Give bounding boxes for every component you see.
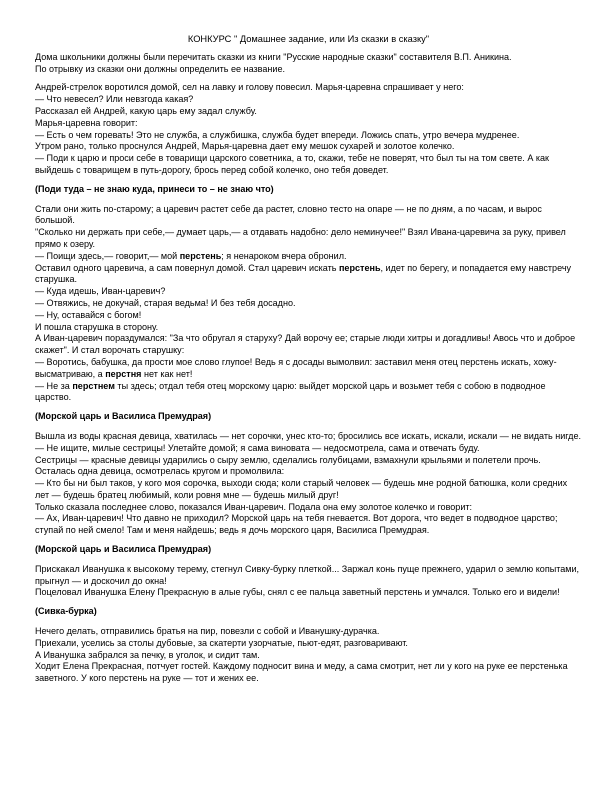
excerpt-line: [35, 118, 582, 130]
excerpt-block: [35, 431, 582, 537]
excerpt-line: [35, 227, 582, 251]
excerpt-line: [35, 638, 582, 650]
text-run: Только сказала последнее слово, показался Иван-царевич. Подала она ему золотое колечко и говорит:: [35, 501, 473, 512]
excerpt-line: [35, 455, 582, 479]
excerpt-line: [35, 357, 582, 381]
answer-title: (Морской царь и Василиса Премудрая): [35, 411, 212, 422]
text-run: — Не ищите, милые сестрицы! Улетайте домой; я сама виновата — недосмотрела, сама и отвечать буду.: [35, 442, 480, 453]
excerpt-block: [35, 204, 582, 405]
text-run: — Отвяжись, не докучай, старая ведьма! И без тебя досадно.: [35, 297, 296, 308]
text-run: Оставил одного царевича, а сам повернул домой. Стал царевич искать: [35, 262, 339, 273]
excerpt-block: [35, 564, 582, 599]
text-run: — Что невесел? Или невзгода какая?: [35, 94, 194, 105]
excerpt-line: [35, 153, 582, 177]
answer-title: (Морской царь и Василиса Премудрая): [35, 544, 212, 555]
text-run: И пошла старушка в сторону.: [35, 321, 159, 332]
text-run: Стали они жить по-старому; а царевич растет себе да растет, словно тесто на опаре — не по дням, а по часам, и вырос большой.: [35, 203, 542, 226]
text-run: , идет по берегу, и попадается ему навстречу старушка.: [35, 262, 572, 285]
excerpts: [35, 82, 582, 685]
intro-block: [35, 52, 582, 76]
answer-title: (Сивка-бурка): [35, 606, 97, 617]
excerpt-line: [35, 298, 582, 310]
highlighted-word: перстень: [338, 262, 381, 273]
intro-line: По отрывку из сказки они должны определить ее название.: [35, 63, 285, 74]
excerpt-line: [35, 661, 582, 685]
text-run: нет как нет!: [141, 368, 193, 379]
text-run: ты здесь; отдал тебя отец морскому царю: выйдет морской царь и возьмет тебя с собою в подводное царство.: [35, 380, 546, 403]
text-run: Марья-царевна говорит:: [35, 117, 138, 128]
text-run: Утром рано, только проснулся Андрей, Марья-царевна дает ему мешок сухарей и золотое колечко.: [35, 141, 455, 152]
excerpt-line: [35, 587, 582, 599]
highlighted-word: перстня: [105, 368, 142, 379]
excerpt-line: [35, 478, 582, 502]
text-run: Сестрицы — красные девицы ударились о сыру землю, сделались голубицами, взмахнули крыльями и полетели прочь. Осталась одна девица, осмотрелась кругом и промолвила:: [35, 454, 541, 477]
answer-title: (Поди туда – не знаю куда, принеси то – не знаю что): [35, 183, 274, 194]
text-run: Рассказал ей Андрей, какую царь ему задал службу.: [35, 105, 257, 116]
text-run: — Поищи здесь,— говорит,— мой: [35, 250, 180, 261]
excerpt-line: [35, 94, 582, 106]
text-run: Вышла из воды красная девица, хватилась — нет сорочки, унес кто-то; бросились все искать, искали, искали — не видать нигде.: [35, 430, 582, 441]
text-run: — Ну, оставайся с богом!: [35, 309, 142, 320]
excerpt-line: [35, 141, 582, 153]
excerpt-line: [35, 204, 582, 228]
excerpt-line: [35, 310, 582, 322]
text-run: Андрей-стрелок воротился домой, сел на лавку и голову повесил. Марья-царевна спрашивает у него:: [35, 82, 464, 93]
text-run: Ходит Елена Прекрасная, потчует гостей. Каждому подносит вина и меду, а сама смотрит, нет ли у кого на руке ее перстенька заветного. У кого перстень на руке — тот и жених ее.: [35, 661, 568, 684]
text-run: Поцеловал Иванушка Елену Прекрасную в алые губы, снял с ее пальца заветный перстень и умчался. Только его и видели!: [35, 587, 560, 598]
text-run: А Иванушка забрался за печку, в уголок, и сидит там.: [35, 649, 260, 660]
text-run: — Куда идешь, Иван-царевич?: [35, 286, 166, 297]
text-run: — Есть о чем горевать! Это не служба, а службишка, служба будет впереди. Ложись спать, утро вечера мудренее.: [35, 129, 520, 140]
excerpt-line: [35, 251, 582, 263]
excerpt-block: [35, 82, 582, 176]
excerpt-line: [35, 333, 582, 357]
excerpt-line: [35, 381, 582, 405]
excerpt-line: [35, 263, 582, 287]
document-page: [35, 34, 582, 692]
excerpt-line: [35, 564, 582, 588]
text-run: — Не за: [35, 380, 73, 391]
excerpt-line: [35, 502, 582, 514]
text-run: "Сколько ни держать при себе,— думает царь,— а отдавать надобно: дело неминучее!" Взял Ивана-царевича за руку, привел прямо к озеру.: [35, 227, 566, 249]
text-run: ; я ненароком вчера обронил.: [221, 250, 347, 261]
excerpt-line: [35, 286, 582, 298]
excerpt-line: [35, 431, 582, 443]
text-run: — Поди к царю и проси себе в товарищи царского советника, а то, скажи, тебе не поверят, что был ты на том свете. А как выйдешь с товарищем в путь-дорогу, брось перед собой колечко, оно тебя доведет.: [35, 153, 550, 175]
excerpt-line: [35, 513, 582, 537]
excerpt-line: [35, 626, 582, 638]
highlighted-word: перстень: [179, 250, 222, 261]
excerpt-line: [35, 650, 582, 662]
highlighted-word: перстнем: [72, 380, 115, 391]
text-run: Нечего делать, отправились братья на пир, повезли с собой и Иванушку-дурачка.: [35, 626, 380, 637]
intro-line: Дома школьники должны были перечитать сказки из книги "Русские народные сказки" составителя В.П. Аникина.: [35, 51, 512, 62]
excerpt-block: [35, 626, 582, 685]
excerpt-line: [35, 82, 582, 94]
text-run: Приехали, уселись за столы дубовые, за скатерти узорчатые, пьют-едят, разговаривают.: [35, 637, 408, 648]
page-title: КОНКУРС " Домашнее задание, или Из сказки в сказку": [187, 34, 430, 44]
excerpt-line: [35, 106, 582, 118]
excerpt-line: [35, 130, 582, 142]
text-run: А Иван-царевич пораздумался: "За что обругал я старуху? Дай ворочу ее; старые люди хитры и догадливы! Авось что и доброе скажет". И стал ворочать старушку:: [35, 333, 576, 356]
text-run: Прискакал Иванушка к высокому терему, стегнул Сивку-бурку плеткой... Заржал конь пуще прежнего, ударил о землю копытами, прыгнул — и доскочил до окна!: [35, 563, 580, 586]
excerpt-line: [35, 322, 582, 334]
text-run: — Кто бы ни был таков, у кого моя сорочка, выходи сюда; коли старый человек — будешь мне родной батюшка, коли средних лет — будешь братец любимый, коли ровня мне — будешь милый друг!: [35, 478, 568, 500]
text-run: — Ах, Иван-царевич! Что давно не приходил? Морской царь на тебя гневается. Вот дорога, что ведет в подводное царство; ступай по ней смело! Там и меня найдешь; ведь я дочь морского царя, Василиса Премудрая.: [35, 513, 558, 536]
excerpt-line: [35, 443, 582, 455]
text-run: — Воротись, бабушка, да прости мое слово глупое! Ведь я с досады вымолвил: заставил меня отец перстень искать, хожу-высматриваю, а: [35, 356, 557, 379]
